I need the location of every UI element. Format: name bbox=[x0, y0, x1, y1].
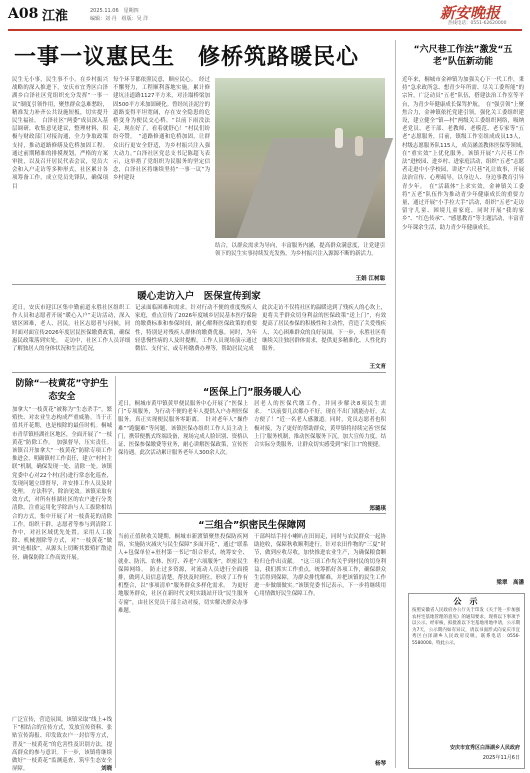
masthead bbox=[0, 0, 530, 30]
sidebar-author: 梁翠 高潘 bbox=[496, 580, 524, 586]
article5-author: 杨琴 bbox=[374, 761, 386, 767]
divider bbox=[12, 372, 386, 373]
article2-col3: 此次走访不仅将社区的温暖送到了残疾人的心坎上，更将关乎群众切身利益的医保政策“送上门”，有效提高了居民参保的积极性和主动性，营造了关爱残疾人、关心困难群众的良好氛围。下一步，永胜社区将继续关注独居群体需求，提供更多精准化、人性化的服务。 bbox=[262, 305, 386, 353]
notice-body: 按照安徽省人民政府办公厅关于印发《关于进一步加强农村宅基地管理的意见》的通知要求，现将以下事项予以公示。经审核，拟批准以下宅基地用地申请，公示期为7天，公示期内如有异议，请以书面形式向安庆市宜秀区白泽湖乡人民政府反映。联系电话：0556-5580000。特此公示。 bbox=[412, 608, 520, 646]
hotline: 热线电话：0551-62620000 bbox=[448, 21, 507, 26]
road-construction-photo bbox=[215, 78, 385, 238]
article4-col2: 居老人的医保代缴工作，并同步解决8项民生需求。 “以前要几次都办不好，现在不出门就能办好，太方便了！”近一名老人感激道。同时，党员志愿者也积极对接，为了更好的帮助群众，黄甲镇将持续完善‘医保上门’服务机制，推动医保服务下沉，加大宣传力度，结合实际分类服务，让群众切实感受到“家门口”的便捷。 bbox=[254, 401, 386, 449]
notice-title: 公 示 bbox=[453, 597, 478, 606]
article3-author: 刘晓 bbox=[100, 766, 112, 772]
main-col3: 结合，以群众需求为导向，丰富服务内涵，提高群众满意度，让党建引领下的民生实事持续发光发热，为乡村振兴注入源源不断的新活力。 bbox=[215, 243, 385, 258]
article3-headline: 防除“一枝黄花”守护生态安全 bbox=[15, 379, 109, 402]
main-headline: 一事一议惠民生 修桥筑路暖民心 bbox=[14, 45, 360, 70]
main-col2: 每个环节都依照民意，顺应民心。 经过不懈努力，工程顺利落地实施。累计修建坑洼道路1127平方米，对洼塌桥梁加固500平方米加固硬化。曾经坑洼泥泞的道路变得平坦宽阔，存在安全隐患的危桥变身为便民交心桥。“以前下雨没法走，现在好了，看着就舒心！”村民们纷纷夸赞。 “道路修通和危桥加固，让群众出行更安全舒适，为乡村振兴注入强大动力。”白泽社区党总支书记陈超飞表示，这举措了党组织为民服务的坚定信念，白泽社区将继续坚持“一事一议”为乡村建设 bbox=[113, 77, 210, 182]
article4-author: 郑璐琪 bbox=[369, 506, 386, 512]
article2-col2: 记录面临困难和需求。针对行动不便的重度残疾人家庭，重点宣传了2026年度城乡居民基本医疗保险的缴费标准和参保时间，耐心解释医保政策的重要性，特别是对残疾人群体的缴费优惠。同时，为年轻患慢性病的人及时提醒，工作人员现场演示通过微信、支付宝，或专柜缴费办理等，帮助居民完成 bbox=[135, 305, 257, 353]
editor-credit: 编辑：刘 丹 组版：吴 洋 bbox=[90, 16, 149, 22]
article2-col1: 近日，安庆市迎江区集中勤前道永胜社区组织工作人员和志愿者开展“暖心入户”走访活动，深入辖区困难，老人、居民。社区志愿者与问候，同时面对面宣传2026年度居民医保缴费政策，确保惠民政策落到实处。 走访中，社区工作人员详细了解独居人的身体状况和生活近况， bbox=[12, 305, 130, 353]
section-name: 江淮 bbox=[42, 9, 69, 24]
sidebar-divider bbox=[395, 40, 396, 768]
main-col1: 民生无小事，民生事不小。在乡村振兴战略的深入推进下，安庆市宜秀区白泽湖乡白泽社区党组织充分发挥“一事一议”制度引领作用，聚焦群众急难愁盼，精准发力补齐公共设施短板，切实提升民生福祉。 白泽社区“两委”成员深入基层调研，收集意见建议，整理材料，积极与财政部门对接沟通，全力争取政策支持，推动道路修缮及危桥加固工程。通过前期精准的排摸规划，严格的方案审批，以及召开居民代表会议，党员大会和入户走访等多种形式，社区累计各项筹备工作，成立党员先锋队，确保项目 bbox=[12, 77, 108, 190]
issue-date: 2025.11.06 星期四 bbox=[90, 8, 139, 14]
column-divider bbox=[115, 376, 116, 768]
article5-headline: “三组合”织密民生保障网 bbox=[198, 520, 306, 531]
header-rule bbox=[8, 29, 522, 31]
worker-figure bbox=[335, 128, 343, 148]
divider bbox=[12, 284, 386, 285]
sidebar-headline: “六尺巷工作法”激发“五老”队伍新动能 bbox=[413, 45, 513, 67]
worker-figure bbox=[355, 136, 363, 156]
main-author: 王娟 江树聪 bbox=[355, 276, 385, 282]
article3-col1: 加拿大“一枝黄花”被称为“生态杀手”，繁殖快、对农业生态构成严重威胁。当于正值其开花期，也是根除的最佳时机。桐城市青草镇桂湖社区地区，全面开展了“一枝黄花”防除工作。 加强督导，压实责任。该镇召开加拿大“一枝黄花”防除专项工作推进会，明确镇村工作责任，建立“村村主联”机制，确保发现一处、清除一处。该镇党委中心对22个村(居)进行常态化巡查，发现问题立即督导，并安排工作人员及时处理。 方法科学，除治见效。该镇采取有效方式，对所有桂湖社区的农户进行分类清除，注重运用化学除治与人工拔除相结合的方式，集中开展了对一枝黄花的清除工作，组织干群、志愿者等参与到清除工作中，对社区域优先处置。采用人工拔除、机械割除等方式，对“一枝黄花”做到“连根拔”，从源头上切断其繁殖扩散途径，确保防除工作高效开展。 bbox=[12, 407, 112, 561]
newspaper-logo: 新安晚报 bbox=[440, 4, 501, 22]
notice-date: 2025年11月6日 bbox=[482, 755, 520, 761]
article5-col2: 干部纠结手持小喇叭在田间走，同时与农民群众一起协助抢收，保障秋收顺利进行。针对农田作物的“三夏”时节，做到应收尽收，加快推进农业生产，为确保粮食颗粒归仓作出贡献。 “这三项工作均关乎到村民的切身利益，我们抓实工作重点，统筹抓好各项工作，确保群众生活得到保障，为群众排忧解难，并把该镇的民生工作进一步做细做实。”该镇党委书记表示，下一步将继续用心用情做好民生保障工作。 bbox=[254, 534, 386, 598]
notice-issuer: 安庆市宜秀区白泽湖乡人民政府 bbox=[449, 745, 520, 751]
page-number: A08 bbox=[8, 6, 39, 22]
article2-headline: 暖心走访入户 医保宣传到家 bbox=[137, 291, 261, 302]
article4-col1: 近日，桐城市黄甲镇黄甲便民服务中心开展了“医保上门”专项服务，为行动不便的老年人提供入户办理医保服务，真正实现便民服务零距离。 针对老年人“操作难”“跑腿难”等问题，该镇医保办组织工作人员主动上门，携带便携式终端设备，现场完成人脸识别、资格认证、医保参保缴费等业务，耐心讲解医保政策，宣传医保待遇。此次活动累计服务老年人300余人次。 bbox=[118, 401, 248, 457]
article2-author: 王文育 bbox=[369, 364, 386, 370]
article4-headline: “医保上门”服务暖人心 bbox=[203, 387, 301, 398]
article5-col1: 当前正值秋收关键期，桐城市新渡镇聚焦投保防疾网络，实施防灾减灾与民生保障“多面开花”，通过“联系人+包保单位+驻村第一书记”组合形式，统筹安全、就业、防汛、农林、医疗、养老“六项服务”，织密民生保障网络。 防止过多资源，对流动人员进行全面摸排，做到人员信息清楚，帮扶及时到位，形成了工作有机整合，以“事项清单”服务群众多样化需求。 为更好地服务群众，社区在新时代文明实践站开设“民生服务专窗”，由社区党员干部主动对接，切实解决群众办事难题。 bbox=[118, 534, 248, 614]
sidebar-body: 近年来，桐城市金神镇为加强关心下一代工作，秉持“急求政所急、想青少年所需、尽关工委所能”的宗旨，广泛动员“五老”队伍，搭建法治工作室等平台，为青少年健康成长保驾护航。 在“强引领”上聚焦合力，金神镇依托党建引领，强化关工委组织建设，建立健全“镇—村”两级关工委组织网络，吸纳老党员、老干部、老教师、老模范、老专家等“五老”志愿服务，目前，镇级工作室组成成员13人，村级志愿服务队115人，成员涵盖教体医保等领域。 在“重实效”上优化服务，该镇开展“六尺巷工作法”进校园、进乡村、进家庭活动，组织“五老”志愿者走进中小学校园，讲述“六尺巷”礼让故事，开展法治宣传、心理疏导，以身边人、身边事教育引导青少年。 在“活载体”上求实效，金神镇关工委将“五老”队伍作为推动青少年健康成长的重要力量，通过开展“小手拉大手”活动，组织“五老”走访留守儿童、困境儿童家庭，同时开展“我的家乡”、“红色传承”、“感恩教育”等主题活动，丰富青少年课余生活，助力青少年健康成长。 bbox=[402, 77, 530, 231]
article3-col2: 广泛宣传，营造氛围。该镇采取“线上+线下”相结合的宣传方式，发放宣传资料、张贴宣传海报、印发致农户一封信等方式，普及“一枝黄花”的危害性及识别方法，提高群众的参与意识。下一步，该镇将继续做好“一枝黄花”监测巡查，筑牢生态安全屏障。 bbox=[12, 717, 112, 773]
divider bbox=[118, 513, 386, 514]
